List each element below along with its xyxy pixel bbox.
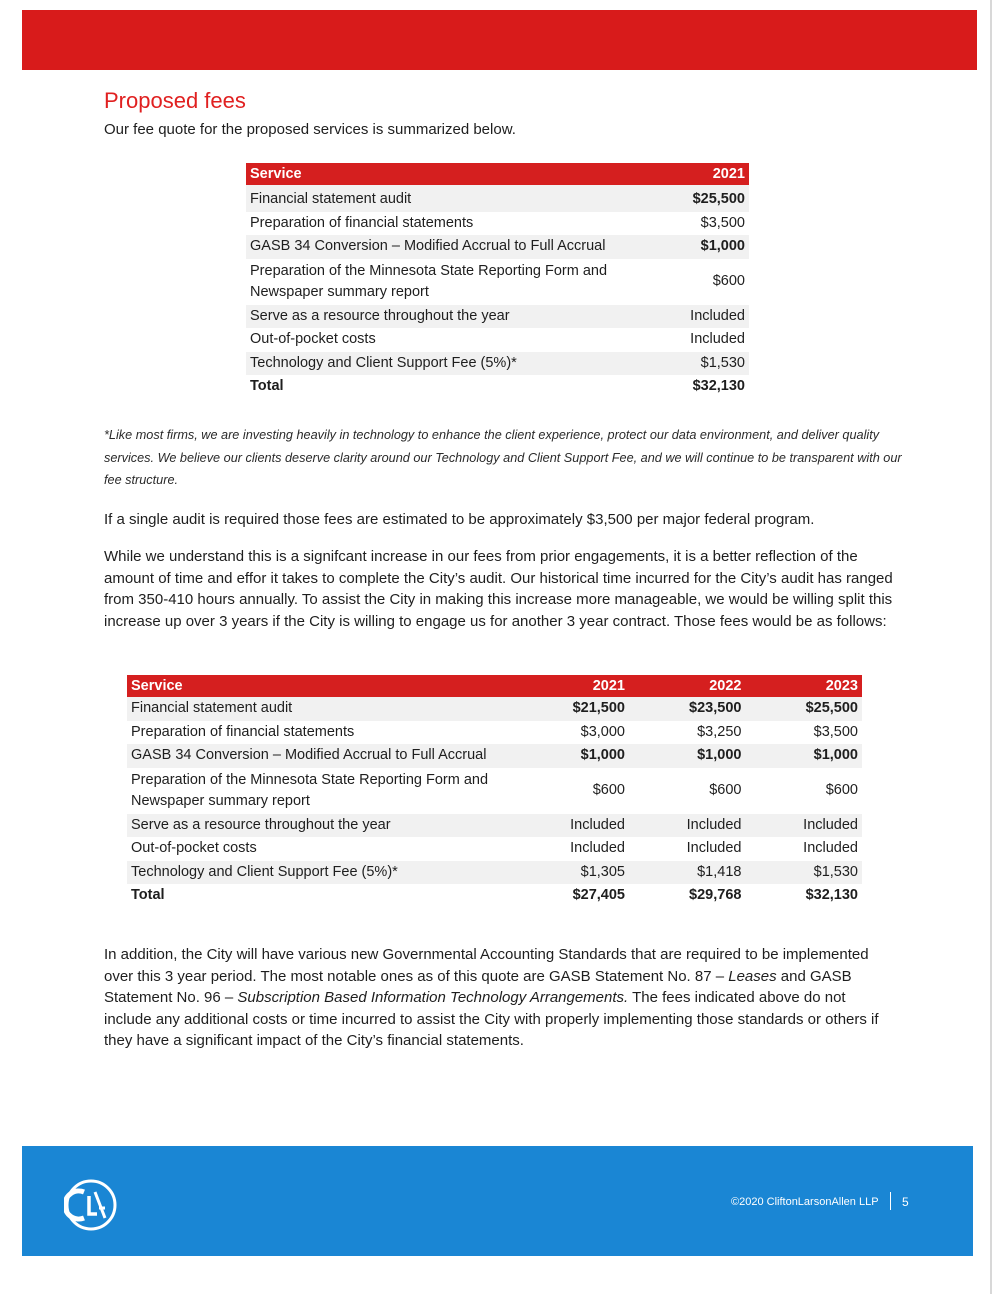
header-year: 2021 bbox=[631, 163, 749, 185]
cla-logo-icon bbox=[64, 1178, 118, 1232]
footnote: *Like most firms, we are investing heavily in technology to enhance the client experience, protect our data environment, and deliver quality services. We believe our clients deserve clarity around our Technology and Client Support Fee, and we will continue to be transparent with our fee structure. bbox=[104, 428, 902, 487]
header-year: 2022 bbox=[629, 675, 745, 697]
fee-cell: $32,130 bbox=[805, 887, 858, 904]
fee-cell: $1,000 bbox=[629, 744, 745, 768]
fee-cell: $1,530 bbox=[631, 352, 749, 376]
fee-cell: $1,000 bbox=[631, 235, 749, 259]
fee-cell: $27,405 bbox=[572, 887, 625, 904]
fee-cell: Included bbox=[686, 840, 742, 857]
service-cell: Technology and Client Support Fee (5%)* bbox=[246, 352, 631, 376]
fee-cell: Included bbox=[631, 305, 749, 329]
service-cell: Preparation of the Minnesota State Reporting Form and Newspaper summary report bbox=[131, 771, 489, 809]
service-cell: Total bbox=[131, 887, 165, 904]
table-header-row bbox=[127, 675, 862, 697]
service-cell: Total bbox=[250, 378, 284, 395]
single-audit-paragraph: If a single audit is required those fees are estimated to be approximately $3,500 per major federal program. bbox=[104, 511, 815, 528]
fee-cell: $25,500 bbox=[745, 697, 862, 721]
header-service: Service bbox=[127, 675, 513, 697]
service-cell: GASB 34 Conversion – Modified Accrual to Full Accrual bbox=[246, 235, 631, 259]
table-row bbox=[127, 744, 862, 768]
service-cell: Serve as a resource throughout the year bbox=[246, 305, 631, 329]
fee-cell: Included bbox=[629, 814, 745, 838]
fee-table-2021 bbox=[246, 163, 749, 399]
table-row bbox=[246, 305, 749, 329]
table-row bbox=[127, 697, 862, 721]
table-row bbox=[246, 185, 749, 212]
fee-cell: $32,130 bbox=[692, 378, 745, 395]
service-cell: GASB 34 Conversion – Modified Accrual to Full Accrual bbox=[127, 744, 513, 768]
fee-cell: Included bbox=[745, 814, 862, 838]
fee-cell: $3,000 bbox=[580, 723, 625, 740]
fee-cell: $23,500 bbox=[629, 697, 745, 721]
service-cell: Financial statement audit bbox=[246, 185, 631, 212]
service-cell: Preparation of the Minnesota State Reporting Form and Newspaper summary report bbox=[250, 262, 608, 300]
fee-cell: $3,500 bbox=[700, 214, 745, 231]
table-row bbox=[127, 814, 862, 838]
table-row bbox=[246, 212, 749, 236]
fee-cell: Included bbox=[690, 331, 745, 348]
header-year: 2021 bbox=[513, 675, 629, 697]
table-row bbox=[127, 721, 862, 745]
page-number: 5 bbox=[902, 1195, 909, 1209]
gasb-96-title: Subscription Based Information Technology Arrangements. bbox=[237, 989, 629, 1006]
total-row bbox=[127, 884, 862, 908]
fee-cell: $3,500 bbox=[813, 723, 858, 740]
table-row bbox=[127, 837, 862, 861]
fee-cell: Included bbox=[803, 840, 858, 857]
table-row bbox=[127, 768, 862, 814]
increase-paragraph: While we understand this is a signifcant increase in our fees from prior engagements, it is a better reflection of the amount of time and effor it takes to complete the City’s audit. Our historical time incurred for the City’s audit has ranged from 350-410 hours annually. To assist the City in making this increase more manageable, we would be willing split this increase up over 3 years if the City is willing to engage us for another 3 year contract. Those fees would be as follows: bbox=[104, 548, 893, 630]
fee-cell: $21,500 bbox=[513, 697, 629, 721]
header-year: 2023 bbox=[745, 675, 862, 697]
header-band bbox=[22, 10, 977, 70]
fee-table-3-year bbox=[127, 675, 862, 908]
fee-cell: $600 bbox=[592, 782, 625, 798]
table-row bbox=[246, 352, 749, 376]
service-cell: Preparation of financial statements bbox=[131, 723, 355, 740]
fee-cell: $1,305 bbox=[513, 861, 629, 885]
fee-cell: $25,500 bbox=[631, 185, 749, 212]
fee-cell: $1,000 bbox=[513, 744, 629, 768]
fee-cell: Included bbox=[513, 814, 629, 838]
footer-separator bbox=[890, 1192, 891, 1210]
page-edge-rule bbox=[990, 0, 992, 1294]
table-row bbox=[246, 328, 749, 352]
total-row bbox=[246, 375, 749, 399]
service-cell: Financial statement audit bbox=[127, 697, 513, 721]
service-cell: Preparation of financial statements bbox=[250, 214, 474, 231]
fee-cell: $600 bbox=[712, 273, 745, 289]
service-cell: Out-of-pocket costs bbox=[250, 331, 376, 348]
fee-cell: $1,418 bbox=[629, 861, 745, 885]
intro-text: Our fee quote for the proposed services is summarized below. bbox=[104, 121, 516, 138]
section-title: Proposed fees bbox=[104, 88, 246, 113]
fee-cell: $600 bbox=[825, 782, 858, 798]
gasb-87-title: Leases bbox=[728, 967, 777, 985]
gasb-text: and GASB Statement No. 96 – bbox=[104, 967, 852, 1006]
table-row bbox=[246, 259, 749, 305]
fee-cell: $3,250 bbox=[697, 723, 742, 740]
table-row bbox=[246, 235, 749, 259]
service-cell: Technology and Client Support Fee (5%)* bbox=[127, 861, 513, 885]
footer-copyright: ©2020 CliftonLarsonAllen LLP bbox=[731, 1196, 879, 1208]
service-cell: Serve as a resource throughout the year bbox=[127, 814, 513, 838]
gasb-text: In addition, the City will have various new Governmental Accounting Standards that are required to be implemented over this 3 year period. The most notable ones as of this quote are GASB Statement No. 87 – bbox=[104, 946, 869, 985]
fee-cell: $1,000 bbox=[745, 744, 862, 768]
gasb-paragraph bbox=[104, 944, 894, 1052]
header-service: Service bbox=[246, 163, 631, 185]
table-header-row bbox=[246, 163, 749, 185]
fee-cell: Included bbox=[570, 840, 625, 857]
fee-cell: $600 bbox=[709, 782, 742, 798]
fee-cell: $29,768 bbox=[689, 887, 742, 904]
fee-cell: $1,530 bbox=[745, 861, 862, 885]
service-cell: Out-of-pocket costs bbox=[131, 840, 257, 857]
table-row bbox=[127, 861, 862, 885]
gasb-text: The fees indicated above do not include any additional costs or time incurred to assist the City with properly implementing those standards or others if they have a significant impact of the City’s financial statements. bbox=[104, 989, 879, 1049]
